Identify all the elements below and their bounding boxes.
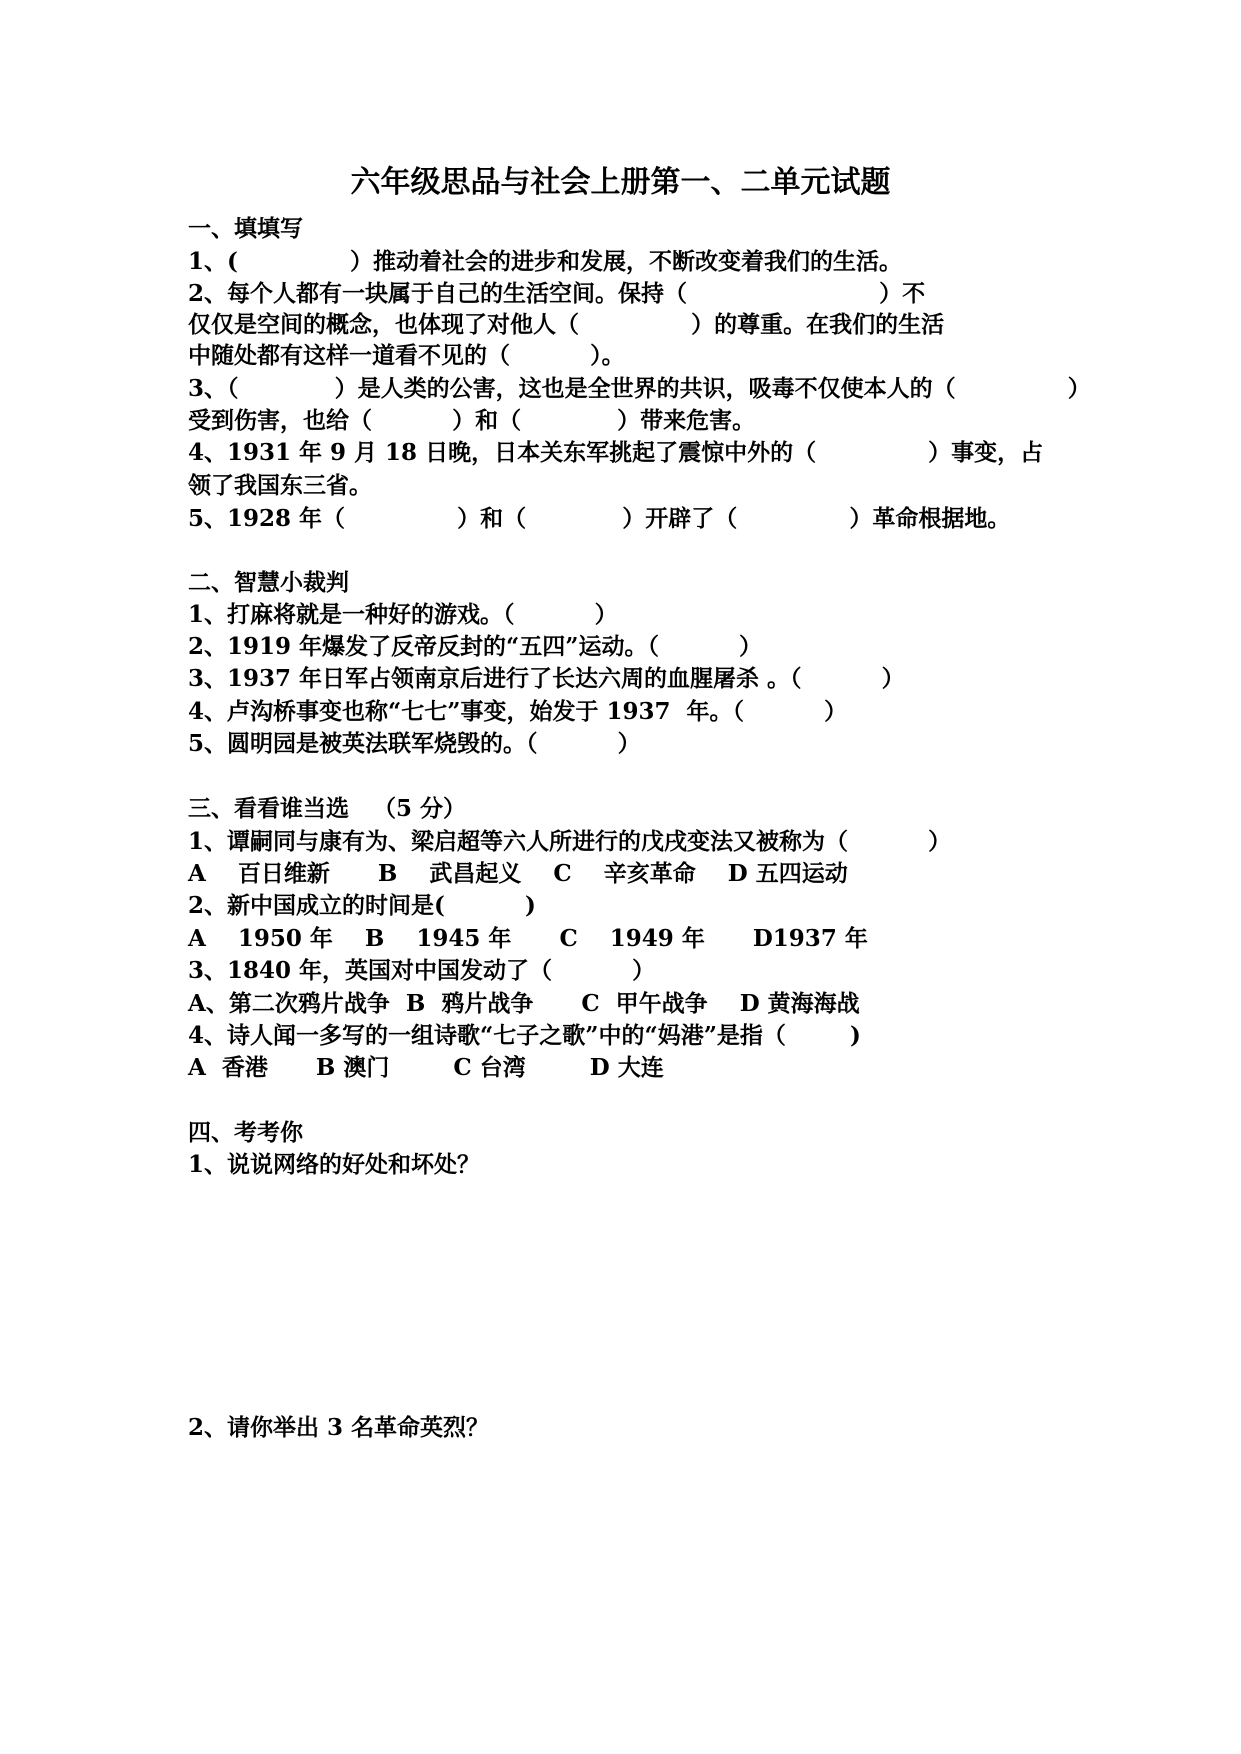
fill-in-question-2-line-3: 中随处都有这样一道看不见的（ ）。 xyxy=(188,342,625,369)
section-heading-fill-in: 一、填填写 xyxy=(188,215,303,242)
fill-in-question-2-line-1: 2、每个人都有一块属于自己的生活空间。保持（ ）不 xyxy=(188,280,926,307)
section-heading-multiple-choice: 三、看看谁当选 （5 分） xyxy=(188,795,467,822)
fill-in-question-4-line-1: 4、1931 年 9 月 18 日晚，日本关东军挑起了震惊中外的（ ）事变，占 xyxy=(188,439,1044,466)
true-false-question-4: 4、卢沟桥事变也称“七七”事变，始发于 1937 年。（ ） xyxy=(188,698,848,725)
choice-question-3-options: A、第二次鸦片战争 B 鸦片战争 C 甲午战争 D 黄海海战 xyxy=(188,990,860,1017)
open-question-1: 1、说说网络的好处和坏处？ xyxy=(188,1151,481,1178)
true-false-question-1: 1、打麻将就是一种好的游戏。（ ） xyxy=(188,601,618,628)
true-false-question-3: 3、1937 年日军占领南京后进行了长达六周的血腥屠杀 。（ ） xyxy=(188,665,905,692)
choice-question-1-options: A 百日维新 B 武昌起义 C 辛亥革命 D 五四运动 xyxy=(188,860,848,887)
fill-in-question-5: 5、1928 年（ ）和（ ）开辟了（ ）革命根据地。 xyxy=(188,505,1011,532)
choice-question-2: 2、新中国成立的时间是( ) xyxy=(188,892,536,919)
choice-question-2-options: A 1950 年 B 1945 年 C 1949 年 D1937 年 xyxy=(188,925,868,952)
fill-in-question-4-line-2: 领了我国东三省。 xyxy=(188,472,372,499)
choice-question-4: 4、诗人闻一多写的一组诗歌“七子之歌”中的“妈港”是指（ ) xyxy=(188,1022,861,1049)
fill-in-question-3-line-2: 受到伤害，也给（ ）和（ ）带来危害。 xyxy=(188,407,756,434)
page-title: 六年级思品与社会上册第一、二单元试题 xyxy=(350,165,891,200)
section-heading-true-false: 二、智慧小裁判 xyxy=(188,569,349,596)
choice-question-1: 1、谭嗣同与康有为、梁启超等六人所进行的戊戌变法又被称为（ ） xyxy=(188,828,952,855)
section-heading-test-you: 四、考考你 xyxy=(188,1119,303,1146)
open-question-2: 2、请你举出 3 名革命英烈？ xyxy=(188,1414,490,1441)
choice-question-4-options: A 香港 B 澳门 C 台湾 D 大连 xyxy=(188,1054,664,1081)
fill-in-question-3-line-1: 3、（ ）是人类的公害，这也是全世界的共识，吸毒不仅使本人的（ ） xyxy=(188,375,1091,402)
choice-question-3: 3、1840 年，英国对中国发动了（ ） xyxy=(188,957,656,984)
true-false-question-2: 2、1919 年爆发了反帝反封的“五四”运动。（ ） xyxy=(188,633,763,660)
true-false-question-5: 5、圆明园是被英法联军烧毁的。（ ） xyxy=(188,730,641,757)
fill-in-question-1: 1、( ）推动着社会的进步和发展，不断改变着我们的生活。 xyxy=(188,248,902,275)
fill-in-question-2-line-2: 仅仅是空间的概念，也体现了对他人（ ）的尊重。在我们的生活 xyxy=(188,311,945,338)
